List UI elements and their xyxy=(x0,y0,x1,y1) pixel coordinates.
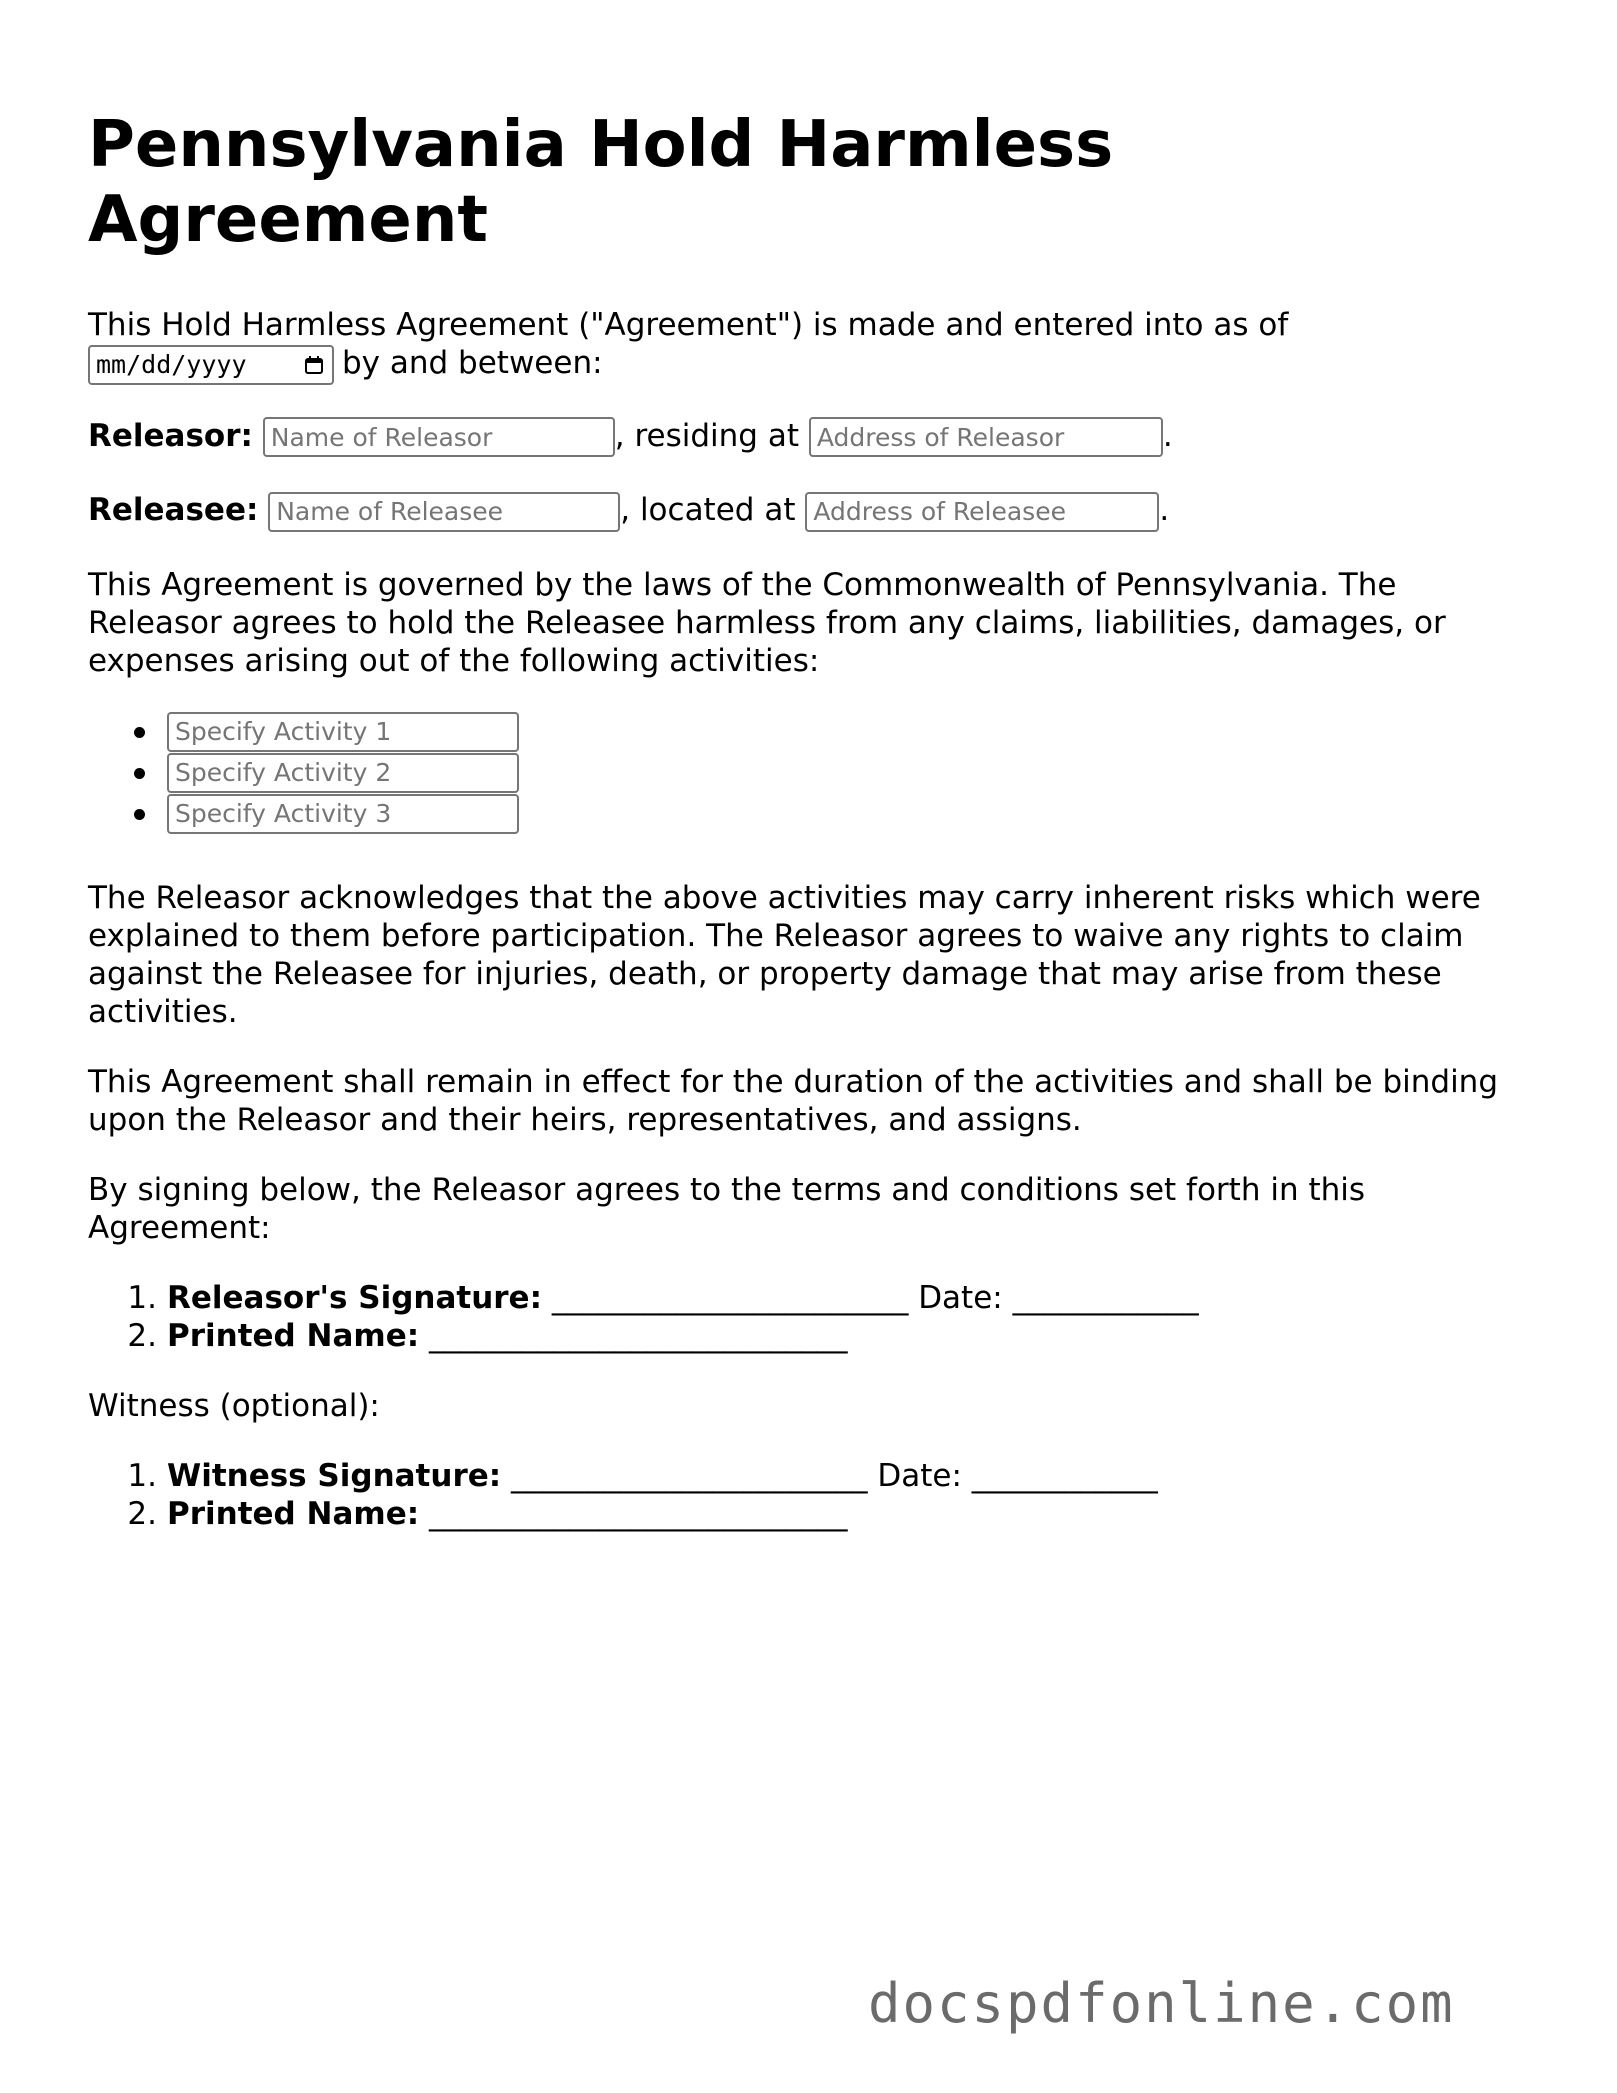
releasee-label: Releasee: xyxy=(88,492,259,528)
bullet-icon xyxy=(134,727,145,738)
releasee-name-input[interactable] xyxy=(268,492,620,532)
governing-paragraph: This Agreement is governed by the laws of the Commonwealth of Pennsylvania. The Releasor agrees to hold the Releasee harmless from any claims, liabilities, damages, or expenses arising out of the following activities: xyxy=(88,566,1446,679)
document-page xyxy=(88,108,1528,1565)
releasor-printed-name-label: Printed Name: xyxy=(167,1317,420,1354)
bullet-icon xyxy=(134,768,145,779)
list-number: 2. xyxy=(127,1317,157,1354)
date-placeholder: mm/dd/yyyy xyxy=(96,349,247,379)
list-number: 1. xyxy=(127,1457,157,1494)
watermark: docspdfonline.com xyxy=(868,1972,1455,2035)
bullet-icon xyxy=(134,809,145,820)
intro-paragraph xyxy=(88,306,1528,385)
witness-signature-line: _______________________ xyxy=(511,1457,868,1494)
releasor-date-line: ____________ xyxy=(1012,1279,1199,1316)
witness-signature-label: Witness Signature: xyxy=(167,1457,502,1494)
list-item xyxy=(88,1495,1528,1533)
releasor-signature-list xyxy=(88,1279,1528,1355)
releasor-connector: , residing at xyxy=(614,417,799,454)
witness-date-label: Date: xyxy=(877,1457,962,1494)
witness-printed-name-line: ___________________________ xyxy=(428,1495,848,1532)
intro-text-before: This Hold Harmless Agreement ("Agreement") is made and entered into as of xyxy=(88,307,1289,343)
releasor-signature-label: Releasor's Signature: xyxy=(167,1279,542,1316)
list-number: 2. xyxy=(127,1495,157,1532)
releasor-date-label: Date: xyxy=(918,1279,1003,1316)
acknowledgement-paragraph: The Releasor acknowledges that the above activities may carry inherent risks which were explained to them before participation. The Releasor agrees to waive any rights to claim against the Releasee for injuries, death, or property damage that may arise from these activities. xyxy=(88,879,1481,1030)
releasor-name-input[interactable] xyxy=(263,417,615,457)
signing-paragraph: By signing below, the Releasor agrees to the terms and conditions set forth in this Agreement: xyxy=(88,1171,1366,1246)
releasor-end: . xyxy=(1162,417,1173,454)
list-item xyxy=(88,794,1528,835)
releasee-line xyxy=(88,491,1528,532)
list-item xyxy=(88,1279,1528,1317)
activity-1-input[interactable] xyxy=(167,712,519,752)
activities-list xyxy=(88,712,1528,835)
witness-heading: Witness (optional): xyxy=(88,1387,380,1424)
activity-2-input[interactable] xyxy=(167,753,519,793)
document-title: Pennsylvania Hold Harmless Agreement xyxy=(88,108,1114,257)
list-item xyxy=(88,753,1528,794)
releasor-printed-name-line: ___________________________ xyxy=(428,1317,848,1354)
witness-signature-list xyxy=(88,1457,1528,1533)
intro-text-after: by and between: xyxy=(342,345,603,381)
witness-date-line: ____________ xyxy=(971,1457,1158,1494)
releasee-connector: , located at xyxy=(620,492,796,528)
releasor-signature-line: _______________________ xyxy=(551,1279,909,1316)
list-item xyxy=(88,1317,1528,1355)
releasor-address-input[interactable] xyxy=(809,417,1163,457)
activity-3-input[interactable] xyxy=(167,794,519,834)
list-item xyxy=(88,1457,1528,1495)
releasee-end: . xyxy=(1159,492,1170,528)
releasee-address-input[interactable] xyxy=(805,492,1159,532)
list-item xyxy=(88,712,1528,753)
agreement-date-input[interactable] xyxy=(88,345,334,385)
releasor-line xyxy=(88,417,1528,458)
duration-paragraph: This Agreement shall remain in effect for the duration of the activities and shall be binding upon the Releasor and their heirs, representatives, and assigns. xyxy=(88,1063,1499,1138)
calendar-icon[interactable] xyxy=(304,355,324,375)
list-number: 1. xyxy=(127,1279,157,1316)
releasor-label: Releasor: xyxy=(88,417,253,454)
witness-printed-name-label: Printed Name: xyxy=(167,1495,420,1532)
